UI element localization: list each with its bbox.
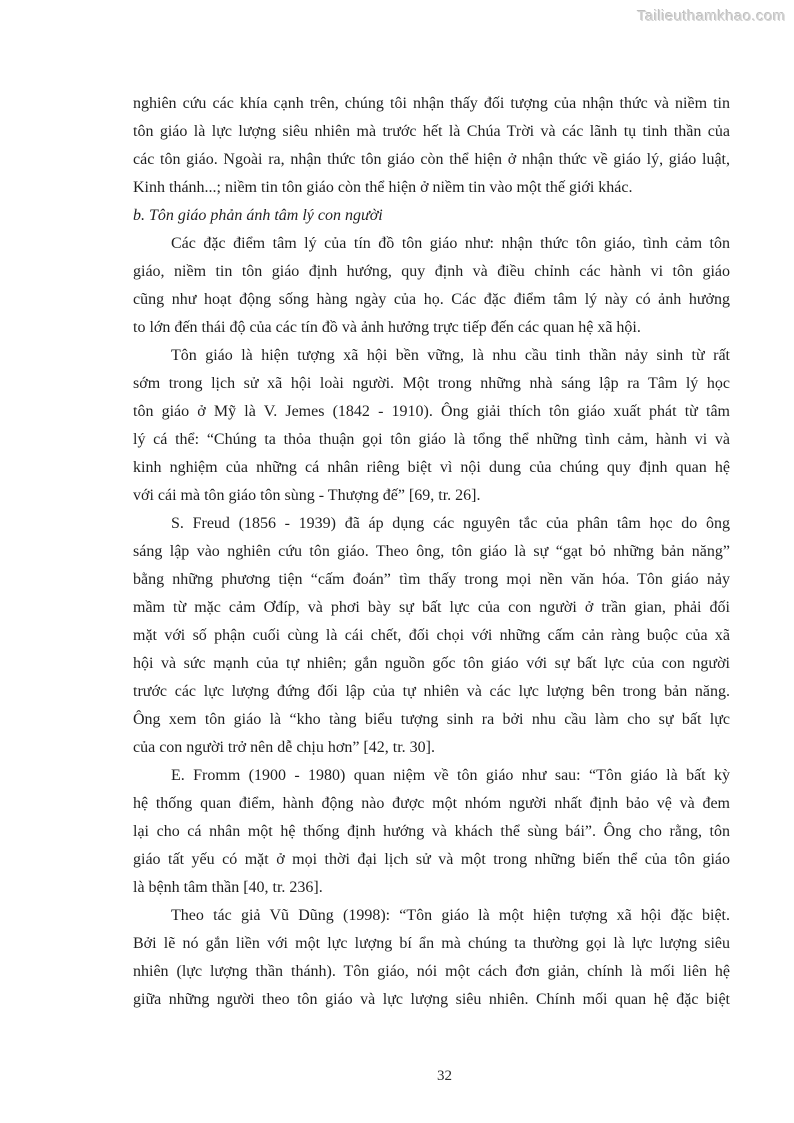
text-line: Theo tác giả Vũ Dũng (1998): “Tôn giáo là một hiện tượng xã hội đặc biệt. [171,907,730,924]
text-line: trước các lực lượng đứng đối lập của tự nhiên và các lực lượng bên trong bản năng. [133,683,730,700]
watermark: Tailieuthamkhao.com [637,8,786,25]
page-number: 32 [437,1068,452,1084]
text-line: tôn giáo ở Mỹ là V. Jemes (1842 - 1910). Ông giải thích tôn giáo xuất phát từ tâm [133,403,730,420]
paragraph [133,342,730,510]
paragraph [133,902,730,1014]
paragraph [133,762,730,902]
section-heading [133,202,730,230]
text-line: sớm trong lịch sử xã hội loài người. Một trong những nhà sáng lập ra Tâm lý học [133,375,730,392]
page-body [133,90,730,1014]
paragraph [133,90,730,202]
text-line: bằng những phương tiện “cấm đoán” tìm thấy trong mọi nền văn hóa. Tôn giáo nảy [133,571,730,588]
text-line: các tôn giáo. Ngoài ra, nhận thức tôn giáo còn thể hiện ở nhận thức về giáo lý, giáo luật, [133,151,730,168]
text-line: giữa những người theo tôn giáo và lực lượng siêu nhiên. Chính mối quan hệ đặc biệt [133,991,730,1008]
text-line: giáo, niềm tin tôn giáo định hướng, quy định và điều chỉnh các hành vi tôn giáo [133,263,730,280]
text-line: E. Fromm (1900 - 1980) quan niệm về tôn giáo như sau: “Tôn giáo là bất kỳ [171,767,730,784]
text-line: Tôn giáo là hiện tượng xã hội bền vững, là nhu cầu tinh thần nảy sinh từ rất [171,347,730,364]
paragraph [133,230,730,342]
text-line: lại cho cá nhân một hệ thống định hướng và khách thể sùng bái”. Ông cho rằng, tôn [133,823,730,840]
text-line: to lớn đến thái độ của các tín đồ và ảnh hưởng trực tiếp đến các quan hệ xã hội. [133,319,641,336]
text-line: sáng lập vào nghiên cứu tôn giáo. Theo ông, tôn giáo là sự “gạt bỏ những bản năng” [133,543,730,560]
text-line: cũng như hoạt động sống hàng ngày của họ. Các đặc điểm tâm lý này có ảnh hưởng [133,291,730,308]
text-line: lý cá thể: “Chúng ta thỏa thuận gọi tôn giáo là tổng thể những tình cảm, hành vi và [133,431,730,448]
text-line: tôn giáo là lực lượng siêu nhiên mà trước hết là Chúa Trời và các lãnh tụ tinh thần của [133,123,730,140]
text-line: Các đặc điểm tâm lý của tín đồ tôn giáo như: nhận thức tôn giáo, tình cảm tôn [171,235,730,252]
text-line: nhiên (lực lượng thần thánh). Tôn giáo, nói một cách đơn giản, chính là mối liên hệ [133,963,730,980]
text-line: giáo tất yếu có mặt ở mọi thời đại lịch sử và một trong những biến thể của tôn giáo [133,851,730,868]
text-line: Kinh thánh...; niềm tin tôn giáo còn thể hiện ở niềm tin vào một thế giới khác. [133,179,633,196]
text-line: Bởi lẽ nó gắn liền với một lực lượng bí ẩn mà chúng ta thường gọi là lực lượng siêu [133,935,730,952]
text-line: mặt với số phận cuối cùng là cái chết, đối chọi với những cấm cản ràng buộc của xã [133,627,730,644]
text-line: hội và sức mạnh của tự nhiên; gắn nguồn gốc tôn giáo với sự bất lực của con người [133,655,730,672]
text-line: hệ thống quan điểm, hành động nào được một nhóm người nhất định bảo vệ và đem [133,795,730,812]
text-line: b. Tôn giáo phản ánh tâm lý con người [133,207,383,224]
text-line: với cái mà tôn giáo tôn sùng - Thượng đế” [69, tr. 26]. [133,487,481,504]
text-line: S. Freud (1856 - 1939) đã áp dụng các nguyên tắc của phân tâm học do ông [171,515,730,532]
text-line: của con người trở nên dễ chịu hơn” [42, tr. 30]. [133,739,435,756]
text-line: kinh nghiệm của những cá nhân riêng biệt vì nội dung của chúng quy định quan hệ [133,459,730,476]
paragraph [133,510,730,762]
text-line: là bệnh tâm thần [40, tr. 236]. [133,879,323,896]
text-line: Ông xem tôn giáo là “kho tàng biểu tượng sinh ra bởi nhu cầu làm cho sự bất lực [133,711,730,728]
text-line: mầm từ mặc cảm Ơđíp, và phơi bày sự bất lực của con người ở trần gian, phải đối [133,599,730,616]
text-line: nghiên cứu các khía cạnh trên, chúng tôi nhận thấy đối tượng của nhận thức và niềm tin [133,95,730,112]
